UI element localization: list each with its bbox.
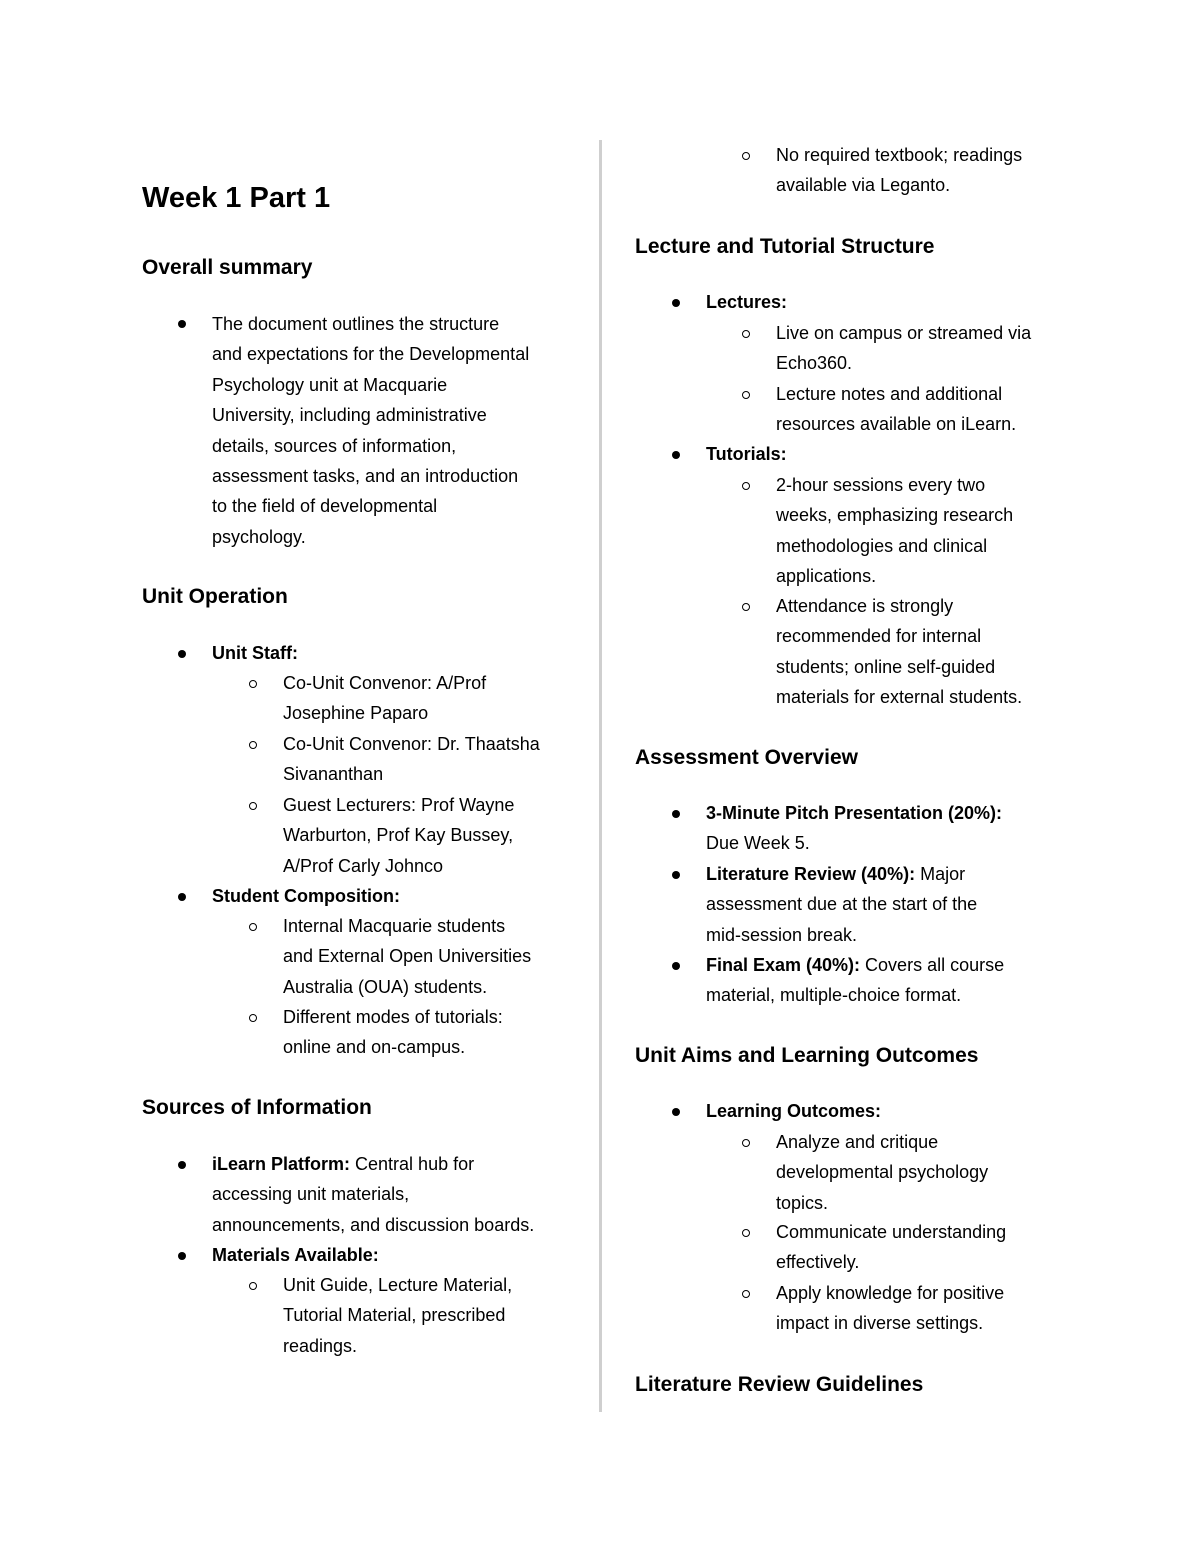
staff-item: Co-Unit Convenor: Dr. Thaatsha Sivananthan (283, 734, 540, 785)
bullet-circle-icon (742, 152, 750, 160)
unit-staff-label: Unit Staff: (212, 643, 298, 663)
bullet-disc-icon (672, 1108, 680, 1116)
lecture-item: Live on campus or streamed via Echo360. (776, 323, 1032, 374)
bullet-circle-icon (249, 741, 257, 749)
heading-unit-operation: Unit Operation (142, 585, 288, 608)
bullet-disc-icon (178, 1161, 186, 1169)
tutorial-item: Attendance is strongly recommended for internal students; online self-guided materials for external students. (776, 596, 1023, 708)
bullet-circle-icon (742, 391, 750, 399)
heading-literature-review: Literature Review Guidelines (635, 1373, 924, 1396)
bullet-circle-icon (249, 1282, 257, 1290)
bullet-circle-icon (249, 680, 257, 688)
outcome-item: Apply knowledge for positive impact in diverse settings. (776, 1283, 1005, 1334)
student-item: Internal Macquarie students and External Open Universities Australia (OUA) students. (283, 916, 532, 997)
bullet-disc-icon (178, 320, 186, 328)
heading-overall-summary: Overall summary (142, 256, 313, 279)
outcome-item: Communicate understanding effectively. (776, 1222, 1007, 1273)
lectures-label: Lectures: (706, 292, 788, 312)
bullet-disc-icon (178, 1252, 186, 1260)
bullet-disc-icon (672, 810, 680, 818)
bullet-circle-icon (742, 1229, 750, 1237)
student-item: Different modes of tutorials: online and on-campus. (283, 1007, 503, 1058)
bullet-circle-icon (249, 802, 257, 810)
assessment-litreview: Literature Review (40%): Major assessment due at the start of the mid-session break. (706, 864, 978, 945)
bullet-circle-icon (742, 603, 750, 611)
bullet-disc-icon (672, 451, 680, 459)
bullet-circle-icon (249, 923, 257, 931)
lecture-item: Lecture notes and additional resources available on iLearn. (776, 384, 1017, 435)
bullet-disc-icon (672, 299, 680, 307)
tutorial-item: 2-hour sessions every two weeks, emphasizing research methodologies and clinical applications. (776, 475, 1014, 587)
bullet-disc-icon (672, 871, 680, 879)
heading-sources: Sources of Information (142, 1096, 372, 1119)
heading-aims: Unit Aims and Learning Outcomes (635, 1044, 979, 1067)
summary-text: The document outlines the structure and expectations for the Developmental Psychology unit at Macquarie University, including administrative details, sources of information, assessment tasks, and an introduction to the field of developmental psychology. (212, 314, 530, 547)
page-title: Week 1 Part 1 (142, 182, 331, 214)
bullet-disc-icon (672, 962, 680, 970)
heading-lecture-tutorial: Lecture and Tutorial Structure (635, 235, 935, 258)
materials-item: Unit Guide, Lecture Material, Tutorial Material, prescribed readings. (283, 1275, 513, 1356)
bullet-circle-icon (742, 330, 750, 338)
assessment-exam: Final Exam (40%): Covers all course material, multiple-choice format. (706, 955, 1005, 1006)
outcome-item: Analyze and critique developmental psychology topics. (776, 1132, 989, 1213)
bullet-disc-icon (178, 650, 186, 658)
outcomes-label: Learning Outcomes: (706, 1101, 882, 1121)
materials-label: Materials Available: (212, 1245, 379, 1265)
staff-item: Co-Unit Convenor: A/Prof Josephine Paparo (283, 673, 487, 724)
bullet-circle-icon (742, 1139, 750, 1147)
column-divider (599, 140, 602, 1412)
staff-item: Guest Lecturers: Prof Wayne Warburton, Prof Kay Bussey, A/Prof Carly Johnco (283, 795, 515, 876)
student-composition-label: Student Composition: (212, 886, 400, 906)
ilearn-item: iLearn Platform: Central hub for accessing unit materials, announcements, and discussion boards. (212, 1154, 535, 1235)
textbook-item: No required textbook; readings available via Leganto. (776, 145, 1023, 196)
heading-assessment: Assessment Overview (635, 746, 858, 769)
bullet-circle-icon (742, 1290, 750, 1298)
bullet-circle-icon (249, 1014, 257, 1022)
assessment-pitch: 3-Minute Pitch Presentation (20%): Due Week 5. (706, 803, 1003, 854)
tutorials-label: Tutorials: (706, 444, 787, 464)
bullet-disc-icon (178, 893, 186, 901)
bullet-circle-icon (742, 482, 750, 490)
